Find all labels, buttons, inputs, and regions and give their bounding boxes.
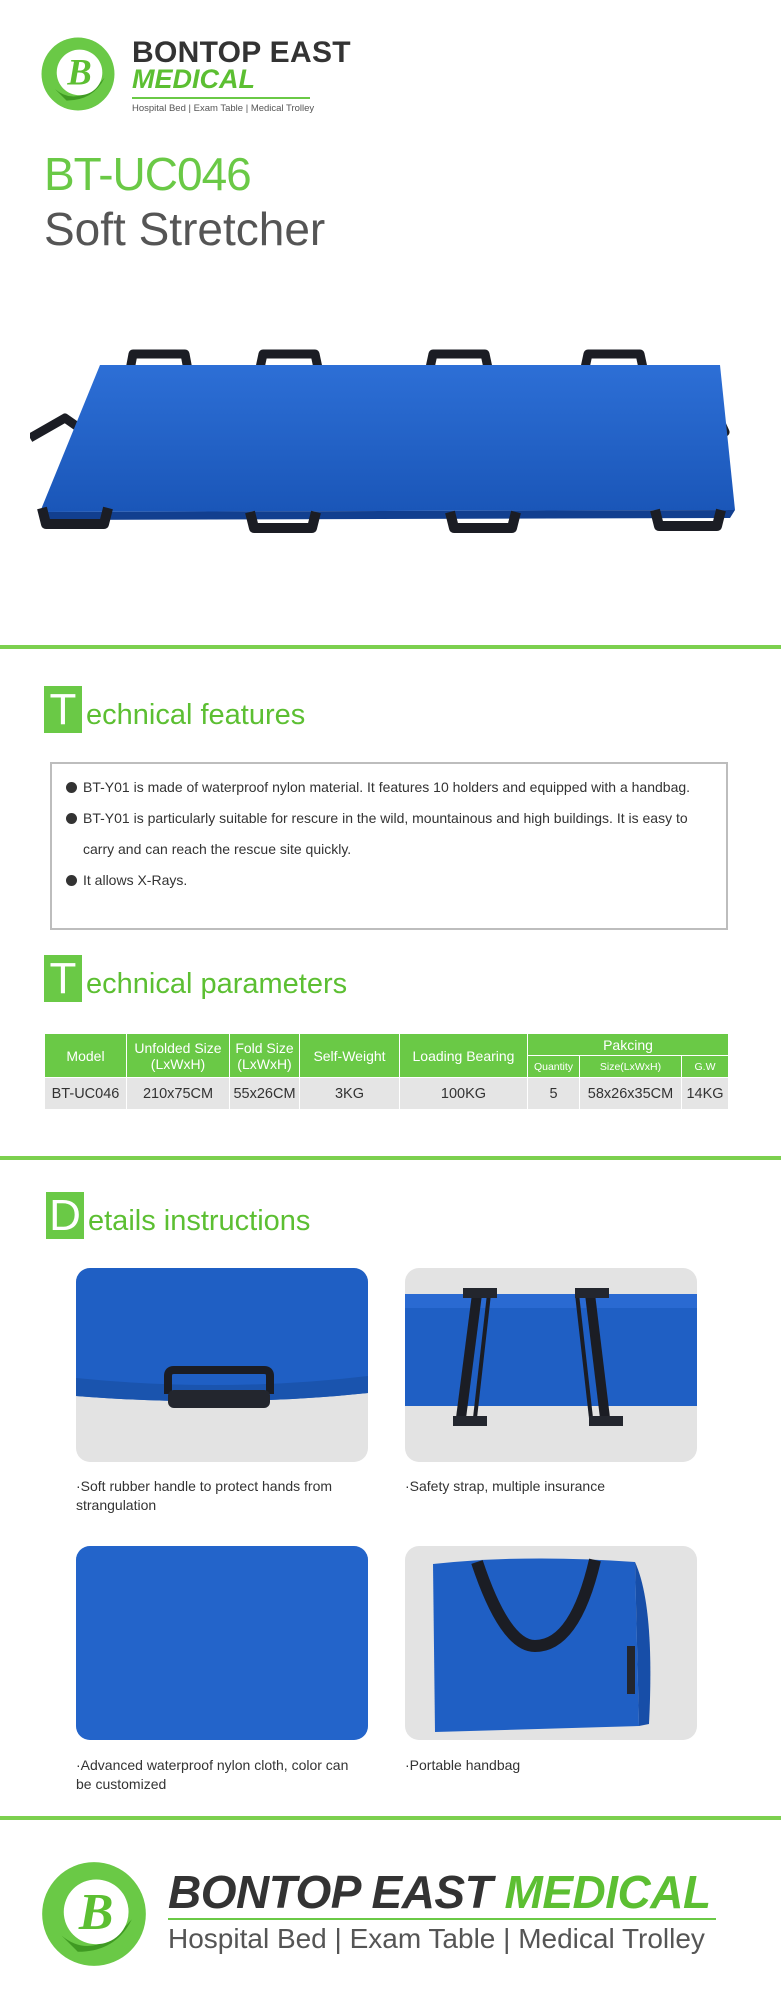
bullet-icon <box>66 782 77 793</box>
footer-divider <box>168 1918 716 1920</box>
section-separator <box>0 1816 781 1820</box>
header-size: Size(LxWxH) <box>580 1056 682 1078</box>
feature-item <box>66 865 708 896</box>
header-self-weight: Self-Weight <box>300 1034 400 1078</box>
features-title <box>44 686 364 736</box>
svg-text:B: B <box>67 51 92 93</box>
feature-item <box>66 772 708 803</box>
cell-loading: 100KG <box>400 1078 528 1110</box>
parameters-table <box>44 1033 729 1110</box>
cell-weight: 3KG <box>300 1078 400 1110</box>
cell-unfolded: 210x75CM <box>127 1078 230 1110</box>
stretcher-hero-image <box>30 340 750 580</box>
brand-logo-icon <box>40 36 116 112</box>
feature-item <box>66 803 708 865</box>
detail-image-strap <box>405 1268 697 1462</box>
product-name: Soft Stretcher <box>44 203 326 255</box>
svg-text:B: B <box>78 1884 114 1942</box>
detail-image-cloth <box>76 1546 368 1740</box>
parameters-title-text: echnical parameters <box>86 968 348 1000</box>
header-quantity: Quantity <box>528 1056 580 1078</box>
cell-size: 58x26x35CM <box>580 1078 682 1110</box>
cell-model: BT-UC046 <box>45 1078 127 1110</box>
detail-caption: ·Soft rubber handle to protect hands from strangulation <box>76 1478 333 1513</box>
brand-name-line2: MEDICAL <box>132 64 255 94</box>
details-title-text: etails instructions <box>88 1205 311 1237</box>
features-title-initial: T <box>44 686 82 733</box>
product-model: BT-UC046 <box>44 148 251 200</box>
brand-tagline: Hospital Bed | Exam Table | Medical Trolley <box>132 103 315 114</box>
footer-brand-dark: BONTOP EAST <box>168 1866 493 1918</box>
features-title-text: echnical features <box>86 699 306 731</box>
detail-caption: ·Safety strap, multiple insurance <box>405 1478 605 1494</box>
details-title <box>46 1192 366 1242</box>
footer-logo-icon <box>40 1860 148 1968</box>
features-box <box>50 762 728 930</box>
header-gw: G.W <box>682 1056 729 1078</box>
feature-text: BT-Y01 is particularly suitable for rescure in the wild, mountainous and high buildings. It is easy to carry and can reach the rescue site quickly. <box>83 810 688 857</box>
feature-text: It allows X-Rays. <box>83 872 188 888</box>
detail-image-handle <box>76 1268 368 1462</box>
footer-brand <box>168 1867 711 1917</box>
cell-fold: 55x26CM <box>230 1078 300 1110</box>
detail-caption: ·Portable handbag <box>405 1757 521 1773</box>
header-packing: Pakcing <box>528 1034 729 1056</box>
header-model: Model <box>45 1034 127 1078</box>
parameters-title <box>44 955 404 1005</box>
bullet-icon <box>66 875 77 886</box>
section-separator <box>0 645 781 649</box>
cell-quantity: 5 <box>528 1078 580 1110</box>
header-fold-size: Fold Size (LxWxH) <box>230 1034 300 1078</box>
header-unfolded-size: Unfolded Size (LxWxH) <box>127 1034 230 1078</box>
detail-image-handbag <box>405 1546 697 1740</box>
brand-divider <box>132 97 310 99</box>
cell-gw: 14KG <box>682 1078 729 1110</box>
detail-caption: ·Advanced waterproof nylon cloth, color can be customized <box>76 1757 349 1792</box>
footer-tagline: Hospital Bed | Exam Table | Medical Trolley <box>168 1923 705 1954</box>
brand-name-line1: BONTOP EAST <box>132 36 351 69</box>
parameters-title-initial: T <box>44 955 82 1002</box>
footer-brand-green: MEDICAL <box>504 1866 711 1918</box>
feature-text: BT-Y01 is made of waterproof nylon material. It features 10 holders and equipped with a handbag. <box>83 779 691 795</box>
bullet-icon <box>66 813 77 824</box>
header-loading-bearing: Loading Bearing <box>400 1034 528 1078</box>
section-separator <box>0 1156 781 1160</box>
table-row <box>45 1078 729 1110</box>
details-title-initial: D <box>46 1192 84 1239</box>
